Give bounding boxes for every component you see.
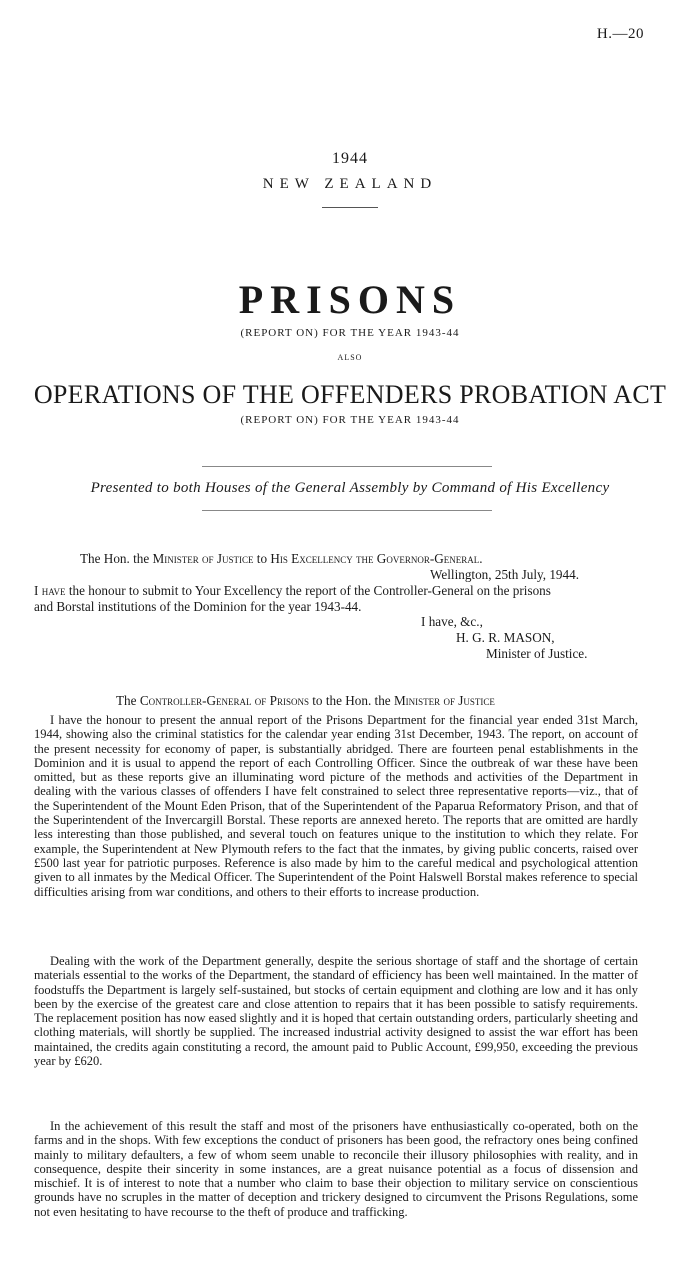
address-minister: Minister of Justice xyxy=(152,551,254,566)
title-subtitle: (REPORT ON) FOR THE YEAR 1943-44 xyxy=(240,327,460,339)
letter-signature: H. G. R. MASON, xyxy=(456,630,555,645)
letter-address xyxy=(80,552,483,567)
address-prefix: The Hon. the xyxy=(80,551,150,566)
report-paragraph: I have the honour to present the annual report of the Prisons Department for the financial year ended 31st March, 1944, showing also the criminal statistics for the calendar year ending 31st December, 1943. The report, on account of the present necessity for economy of paper, is substantially abridged. There are fourteen penal establishments in the Dominion and it is usual to append the report of each Controlling Officer. Since the outbreak of war these have been omitted, but as these reports give an illuminating word picture of the methods and activities of the Department in dealing with the various classes of offenders I have felt constrained to select three representative reports—viz., that of the Superintendent of the Mount Eden Prison, that of the Superintendent of the Paparua Reformatory Prison, and that of the Superintendent of the Invercargill Borstal. These reports are annexed hereto. The reports that are omitted are hardly less interesting than those published, and several touch on features unique to the institution to which they relate. For example, the Superintendent at New Plymouth refers to the fact that the inmates, by giving public concerts, raised over £500 last year for patriotic purposes. Reference is also made by him to the careful medical and psychological attention given to all inmates by the Medical Officer. The Superintendent of the Point Halswell Borstal makes reference to special difficulties arising from war conditions, and others to their efforts to increase production. xyxy=(34,713,638,899)
report-paragraph: Dealing with the work of the Department generally, despite the serious shortage of staff and the shortage of certain materials essential to the works of the Department, the standard of efficiency has been well maintained. In the matter of foodstuffs the Department is largely self-sustained, but stocks of certain equipment and clothing are low and it has only been by the exercise of the greatest care and close attention to repairs that it has been possible to satisfy requirements. The replacement position has now eased slightly and it is hoped that certain outstanding orders, particularly sheeting and clothing materials, will shortly be supplied. The increased industrial activity designed to assist the war effort has been maintained, the credits again constituting a record, the amount paid to Public Account, £99,950, exceeding the previous year by £620. xyxy=(34,954,639,1069)
heading-to: Minister of Justice xyxy=(393,693,495,708)
heading-mid: to the Hon. the xyxy=(312,693,391,708)
letter-body-line2: and Borstal institutions of the Dominion for the year 1943-44. xyxy=(34,599,362,614)
address-governor: His Excellency the Governor-General. xyxy=(270,551,483,566)
presentation-note: Presented to both Houses of the General Assembly by Command of His Excellency xyxy=(90,480,610,496)
divider xyxy=(322,207,378,208)
country-name: NEW ZEALAND xyxy=(262,176,438,192)
letter-signatory-title: Minister of Justice. xyxy=(486,646,588,661)
address-to: to xyxy=(256,551,268,566)
letter-body-text: the honour to submit to Your Excellency the report of the Controller-General on the prisons xyxy=(68,583,551,598)
page-reference: H.—20 xyxy=(596,26,644,42)
divider xyxy=(202,510,492,511)
letter-body-line1 xyxy=(34,584,551,599)
letter-opening: I have xyxy=(34,583,66,598)
secondary-title: OPERATIONS OF THE OFFENDERS PROBATION ACT xyxy=(33,380,667,409)
report-year: 1944 xyxy=(332,150,368,167)
report-heading xyxy=(116,694,495,709)
divider xyxy=(202,466,492,467)
report-paragraph: In the achievement of this result the staff and most of the prisoners have enthusiastically co-operated, both on the farms and in the shops. With few exceptions the conduct of prisoners has been good, the refractory ones being confined mainly to military defaulters, a few of whom seem unable to reconcile their illusory philosophies with reality, and in consequence, despite their sincerity in some instances, are a great nuisance potential as a focus of dissension and mischief. It is of interest to note that a number who claim to base their objection to military service on conscientious grounds have no scruples in the matter of deception and trickery designed to circumvent the Prisons Regulations, some not even hesitating to have recourse to the theft of produce and trafficking. xyxy=(34,1119,638,1219)
letter-closing: I have, &c., xyxy=(421,614,483,629)
heading-the: The xyxy=(116,693,137,708)
letter-date: Wellington, 25th July, 1944. xyxy=(430,567,580,582)
document-title: PRISONS xyxy=(238,277,462,322)
also-label: ALSO xyxy=(337,353,363,362)
secondary-subtitle: (REPORT ON) FOR THE YEAR 1943-44 xyxy=(240,414,460,426)
heading-from: Controller-General of Prisons xyxy=(139,693,309,708)
